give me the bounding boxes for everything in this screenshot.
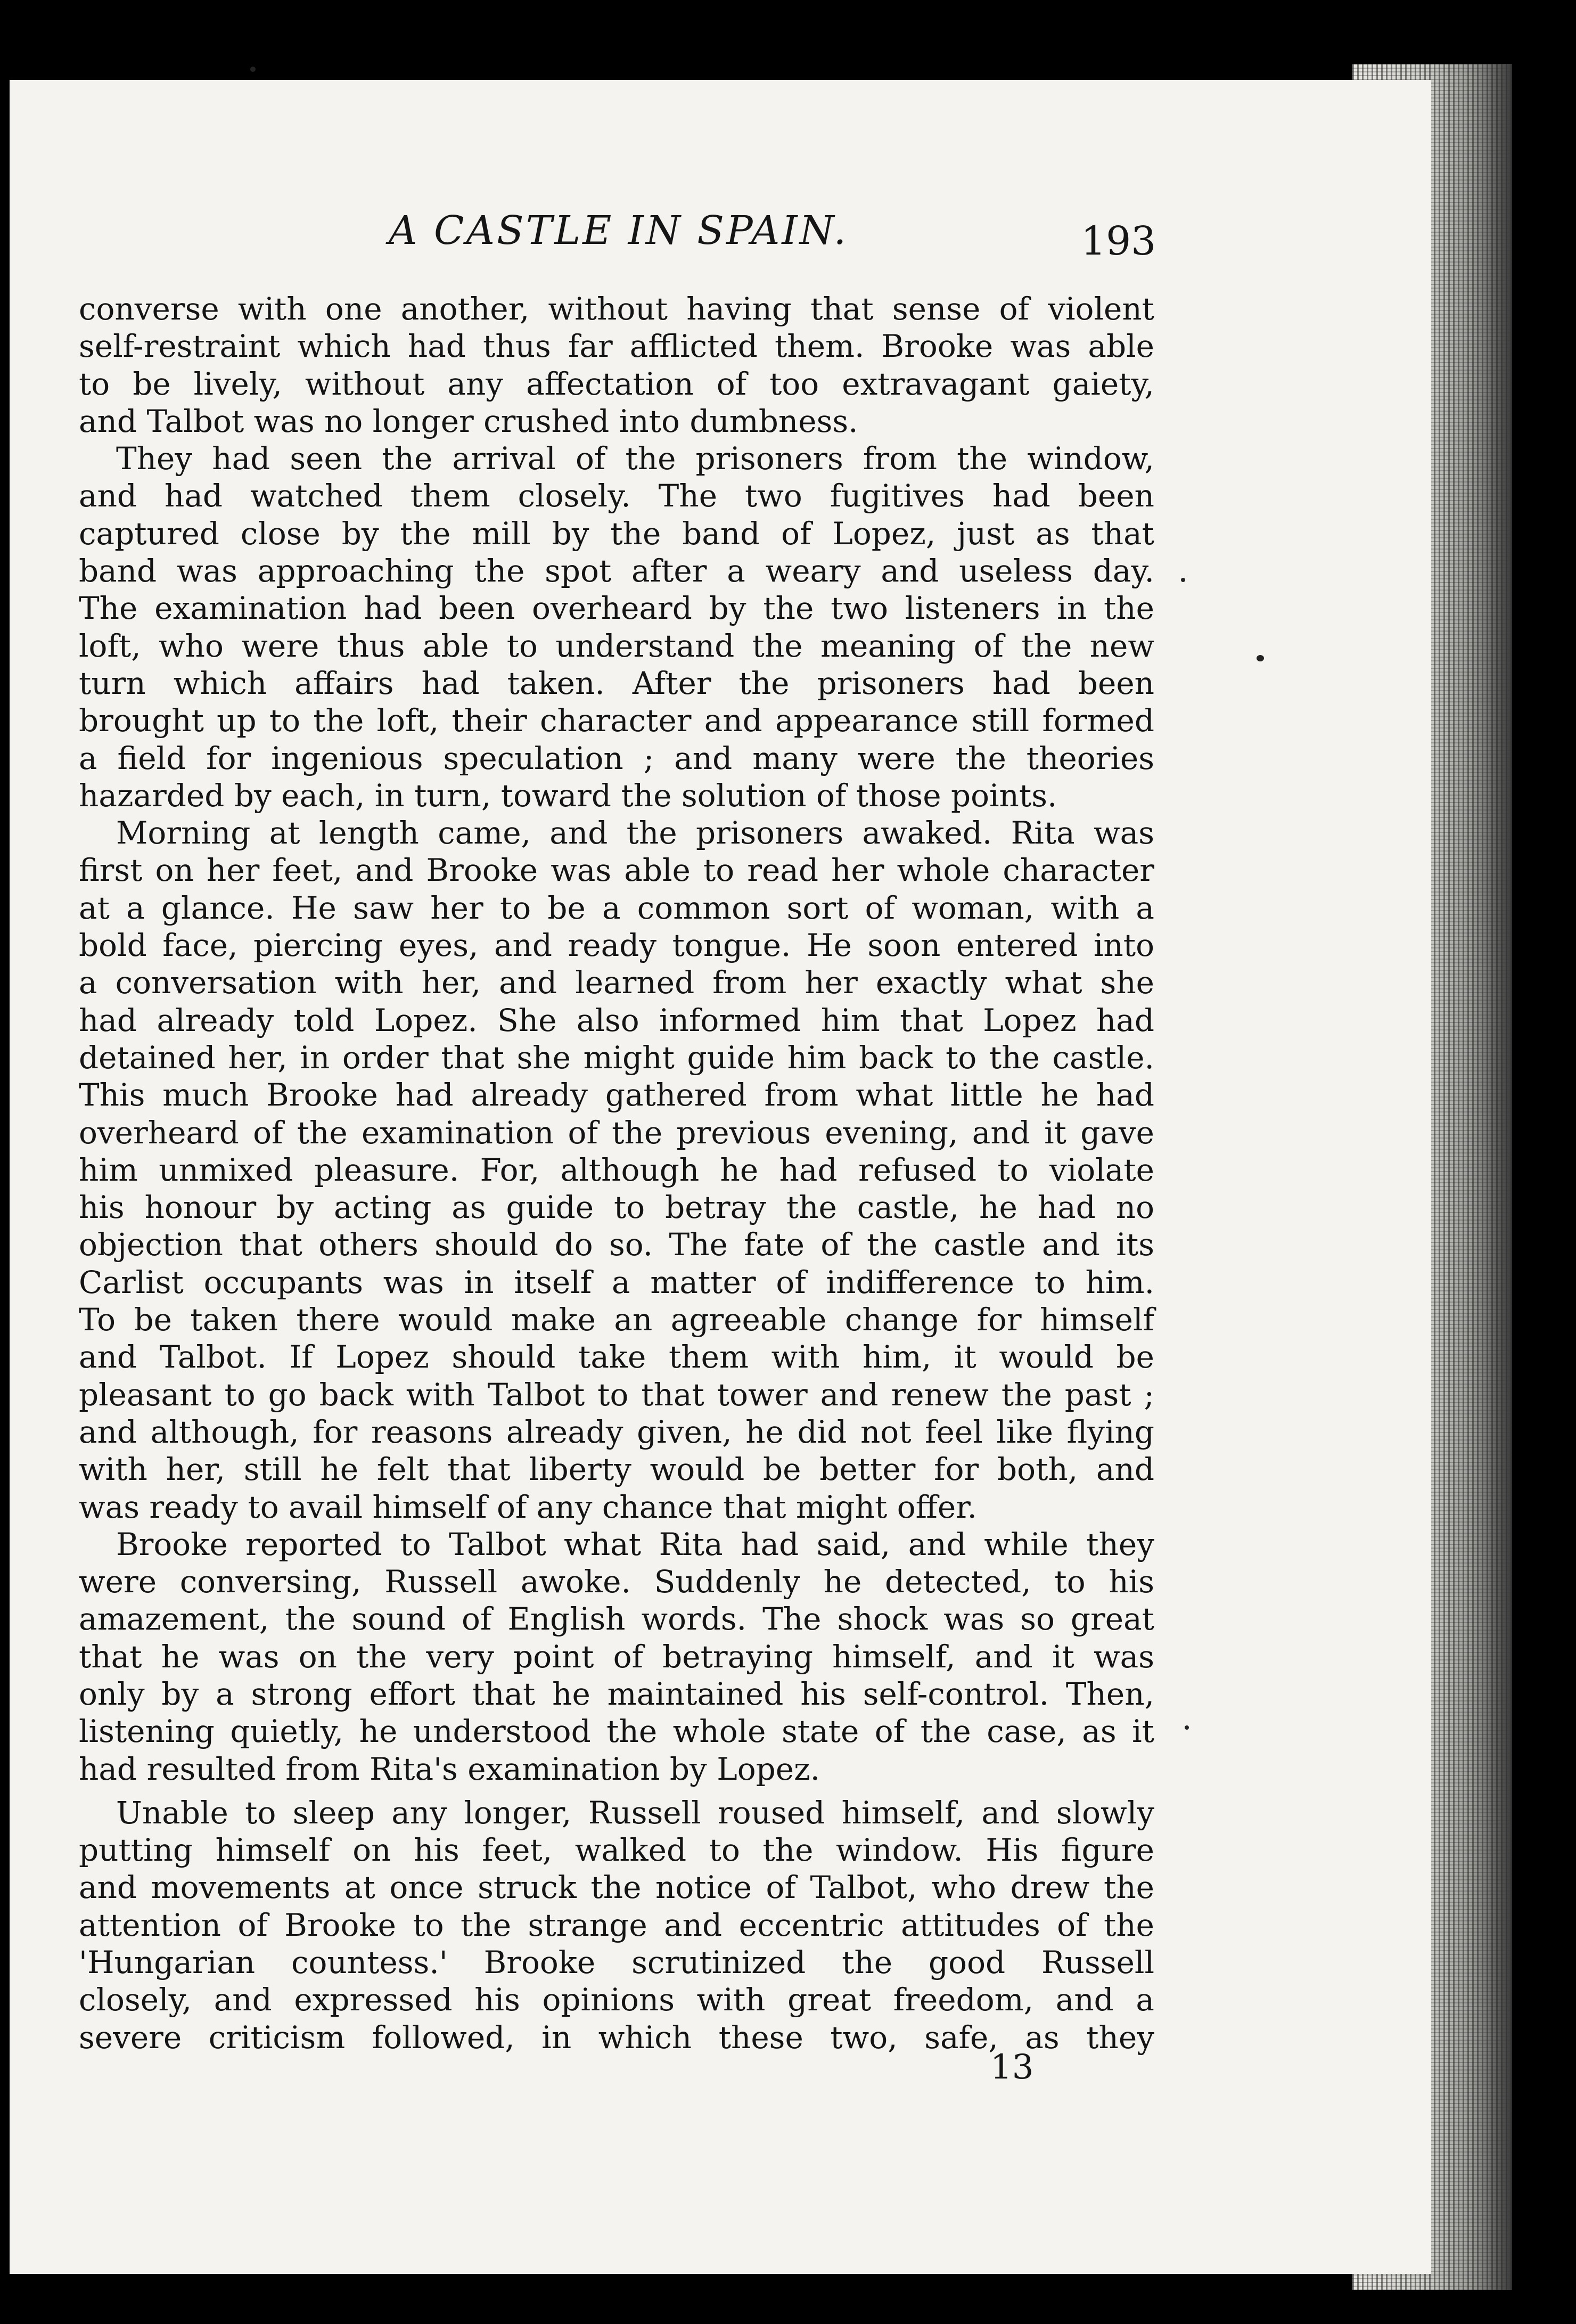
paragraph-2: [79, 440, 1154, 814]
body-text: [79, 290, 1154, 2056]
paragraph-4: [79, 1526, 1154, 1788]
text-line: listening quietly, he understood the whole state of the case, as it: [79, 1713, 1154, 1750]
text-line: putting himself on his feet, walked to the window. His figure: [79, 1832, 1154, 1869]
text-line: only by a strong effort that he maintained his self-control. Then,: [79, 1675, 1154, 1712]
text-line: overheard of the examination of the previous evening, and it gave: [79, 1114, 1154, 1151]
text-line: were conversing, Russell awoke. Suddenly he detected, to his: [79, 1564, 1154, 1600]
text-line: band was approaching the spot after a weary and useless day.: [79, 553, 1154, 590]
text-line: Morning at length came, and the prisoners awaked. Rita was: [116, 815, 1154, 852]
text-line: turn which affairs had taken. After the prisoners had been: [79, 665, 1154, 701]
paragraph-5: [79, 1794, 1154, 2056]
text-line: with her, still he felt that liberty would be better for both, and: [79, 1451, 1154, 1488]
ink-speck: [1181, 578, 1185, 582]
text-line: detained her, in order that she might guide him back to the castle.: [79, 1039, 1154, 1076]
text-line: self-restraint which had thus far afflicted them. Brooke was able: [79, 328, 1154, 365]
paragraph-3: [79, 814, 1154, 1526]
text-line: amazement, the sound of English words. The shock was so great: [79, 1601, 1154, 1638]
text-line: 'Hungarian countess.' Brooke scrutinized the good Russell: [79, 1944, 1154, 1981]
text-line: and Talbot was no longer crushed into dumbness.: [79, 403, 858, 439]
text-line: had already told Lopez. She also informed him that Lopez had: [79, 1002, 1154, 1038]
text-line: him unmixed pleasure. For, although he had refused to violate: [79, 1151, 1154, 1188]
text-line: hazarded by each, in turn, toward the solution of those points.: [79, 777, 1057, 814]
text-line: was ready to avail himself of any chance that might offer.: [79, 1488, 977, 1525]
text-line: severe criticism followed, in which these two, safe, as they: [79, 2019, 1154, 2056]
text-line: had resulted from Rita's examination by Lopez.: [79, 1750, 820, 1787]
page-header: [0, 128, 1576, 264]
text-line: loft, who were thus able to understand the meaning of the new: [79, 627, 1154, 664]
text-line: captured close by the mill by the band of Lopez, just as that: [79, 515, 1154, 552]
text-line: Unable to sleep any longer, Russell roused himself, and slowly: [116, 1794, 1154, 1831]
running-title: A CASTLE IN SPAIN.: [389, 208, 849, 253]
ink-speck: [250, 67, 256, 72]
text-line: objection that others should do so. The fate of the castle and its: [79, 1226, 1154, 1263]
text-line: first on her feet, and Brooke was able to read her whole character: [79, 852, 1154, 889]
text-line: bold face, piercing eyes, and ready tongue. He soon entered into: [79, 927, 1154, 964]
text-line: pleasant to go back with Talbot to that tower and renew the past ;: [79, 1376, 1154, 1413]
text-line: brought up to the loft, their character and appearance still formed: [79, 702, 1154, 739]
text-line: a conversation with her, and learned from her exactly what she: [79, 964, 1154, 1001]
text-line: and Talbot. If Lopez should take them with him, it would be: [79, 1339, 1154, 1376]
paragraph-1: [79, 290, 1154, 440]
signature-mark: 13: [990, 2048, 1034, 2087]
text-line: To be taken there would make an agreeable change for himself: [79, 1302, 1154, 1338]
text-line: The examination had been overheard by the two listeners in the: [79, 590, 1154, 627]
text-line: and had watched them closely. The two fugitives had been: [79, 478, 1154, 514]
text-line: closely, and expressed his opinions with great freedom, and a: [79, 1982, 1154, 2018]
text-line: a field for ingenious speculation ; and many were the theories: [79, 740, 1154, 776]
ink-speck: [1185, 1725, 1189, 1730]
text-line: attention of Brooke to the strange and eccentric attitudes of the: [79, 1906, 1154, 1943]
ink-speck: [1257, 655, 1264, 661]
text-line: his honour by acting as guide to betray the castle, he had no: [79, 1189, 1154, 1226]
text-line: This much Brooke had already gathered from what little he had: [79, 1077, 1154, 1114]
text-line: and although, for reasons already given, he did not feel like flying: [79, 1413, 1154, 1450]
text-line: They had seen the arrival of the prisoners from the window,: [116, 440, 1154, 477]
text-line: Brooke reported to Talbot what Rita had said, and while they: [116, 1526, 1154, 1562]
text-line: at a glance. He saw her to be a common sort of woman, with a: [79, 889, 1154, 926]
page-number: 193: [1081, 218, 1156, 264]
text-line: and movements at once struck the notice of Talbot, who drew the: [79, 1869, 1154, 1906]
text-line: that he was on the very point of betraying himself, and it was: [79, 1638, 1154, 1675]
text-line: converse with one another, without having that sense of violent: [79, 291, 1154, 327]
text-line: to be lively, without any affectation of too extravagant gaiety,: [79, 365, 1154, 402]
text-line: Carlist occupants was in itself a matter of indifference to him.: [79, 1264, 1154, 1300]
